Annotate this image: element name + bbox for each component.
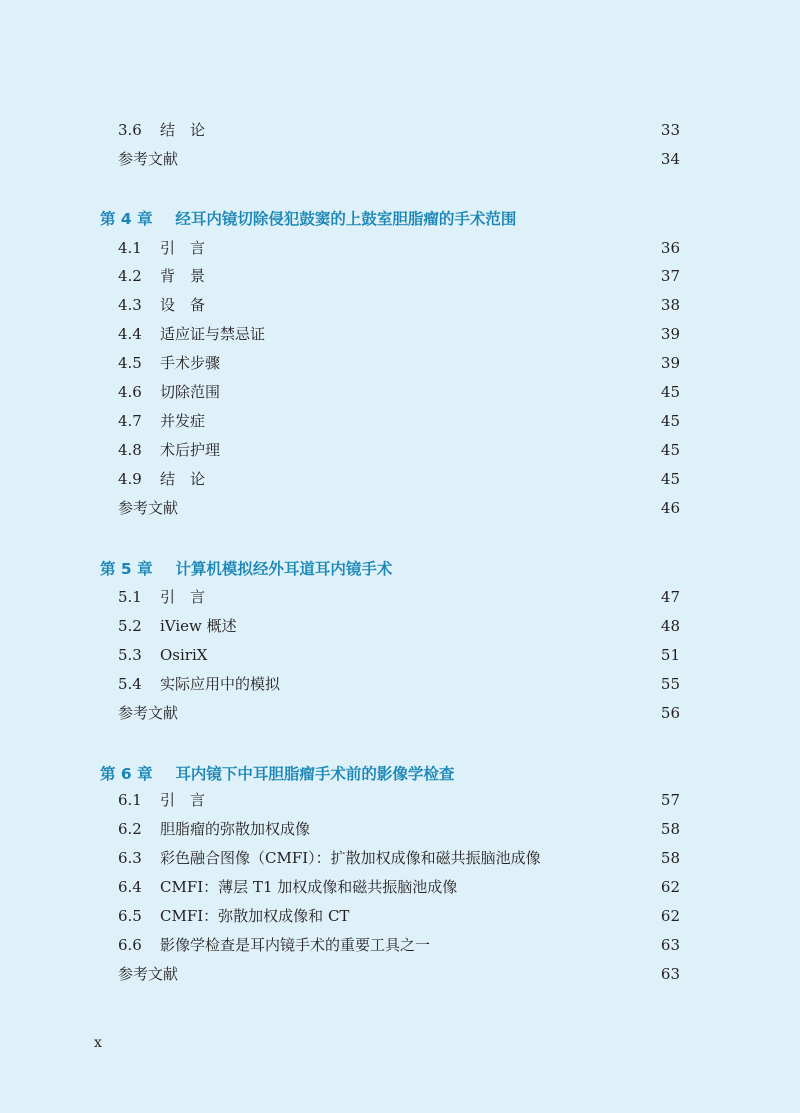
entry-title: 术后护理 bbox=[160, 441, 221, 459]
entry-page-number: 36 bbox=[660, 239, 680, 257]
chapter-5-heading[interactable] bbox=[100, 557, 392, 579]
toc-entry-5-3[interactable] bbox=[118, 641, 680, 669]
entry-title: 彩色融合图像（CMFI）：扩散加权成像和磁共振脑池成像 bbox=[160, 849, 541, 867]
entry-title: 背 景 bbox=[160, 267, 206, 285]
entry-page-number: 47 bbox=[660, 588, 680, 606]
entry-number: 3.6 bbox=[118, 121, 142, 139]
dot-leader bbox=[211, 641, 654, 669]
toc-entry-4-2[interactable] bbox=[118, 262, 680, 290]
chapter-title: 经耳内镜切除侵犯鼓窦的上鼓室胆脂瘤的手术范围 bbox=[175, 210, 517, 228]
dot-leader bbox=[209, 291, 654, 319]
entry-number: 4.1 bbox=[118, 239, 142, 257]
entry-page-number: 58 bbox=[660, 820, 680, 838]
entry-number: 4.6 bbox=[118, 383, 142, 401]
entry-number: 4.7 bbox=[118, 412, 142, 430]
entry-title: CMFI：薄层 T1 加权成像和磁共振脑池成像 bbox=[160, 878, 458, 896]
toc-entry-5-4[interactable] bbox=[118, 670, 680, 698]
dot-leader bbox=[353, 902, 654, 930]
toc-entry-5-1[interactable] bbox=[118, 583, 680, 611]
entry-title: 引 言 bbox=[160, 588, 206, 606]
entry-title: 参考文献 bbox=[118, 499, 179, 517]
chapter-number: 第 4 章 bbox=[100, 210, 153, 228]
dot-leader bbox=[209, 116, 654, 144]
toc-entry-references-ch5[interactable] bbox=[118, 699, 680, 727]
entry-title: 结 论 bbox=[160, 121, 206, 139]
entry-title: iView 概述 bbox=[160, 617, 237, 635]
dot-leader bbox=[182, 494, 654, 522]
toc-entry-3-6[interactable] bbox=[118, 116, 680, 144]
dot-leader bbox=[269, 320, 654, 348]
entry-title: 设 备 bbox=[160, 296, 206, 314]
chapter-title: 耳内镜下中耳胆脂瘤手术前的影像学检查 bbox=[175, 765, 455, 783]
entry-title: 结 论 bbox=[160, 470, 206, 488]
dot-leader bbox=[209, 407, 654, 435]
toc-entry-references-ch6[interactable] bbox=[118, 960, 680, 988]
entry-page-number: 37 bbox=[660, 267, 680, 285]
dot-leader bbox=[434, 931, 654, 959]
chapter-number: 第 5 章 bbox=[100, 560, 153, 578]
toc-entry-4-3[interactable] bbox=[118, 291, 680, 319]
dot-leader bbox=[182, 699, 654, 727]
entry-page-number: 51 bbox=[660, 646, 680, 664]
entry-page-number: 34 bbox=[660, 150, 680, 168]
entry-page-number: 39 bbox=[660, 325, 680, 343]
entry-page-number: 45 bbox=[660, 383, 680, 401]
dot-leader bbox=[182, 960, 654, 988]
entry-page-number: 57 bbox=[660, 791, 680, 809]
dot-leader bbox=[182, 145, 654, 173]
entry-page-number: 56 bbox=[660, 704, 680, 722]
entry-page-number: 58 bbox=[660, 849, 680, 867]
toc-entry-6-3[interactable] bbox=[118, 844, 680, 872]
entry-title: 参考文献 bbox=[118, 965, 179, 983]
toc-entry-references-ch4[interactable] bbox=[118, 494, 680, 522]
chapter-6-heading[interactable] bbox=[100, 762, 454, 784]
entry-page-number: 45 bbox=[660, 412, 680, 430]
entry-title: 引 言 bbox=[160, 239, 206, 257]
entry-page-number: 39 bbox=[660, 354, 680, 372]
entry-page-number: 62 bbox=[660, 907, 680, 925]
entry-title: OsiriX bbox=[160, 646, 208, 664]
entry-title: 实际应用中的模拟 bbox=[160, 675, 281, 693]
dot-leader bbox=[209, 234, 654, 262]
toc-entry-4-5[interactable] bbox=[118, 349, 680, 377]
entry-number: 6.2 bbox=[118, 820, 142, 838]
chapter-number: 第 6 章 bbox=[100, 765, 153, 783]
dot-leader bbox=[224, 349, 654, 377]
dot-leader bbox=[284, 670, 654, 698]
toc-entry-references-ch3[interactable] bbox=[118, 145, 680, 173]
entry-number: 4.5 bbox=[118, 354, 142, 372]
entry-page-number: 62 bbox=[660, 878, 680, 896]
dot-leader bbox=[314, 815, 654, 843]
toc-entry-4-4[interactable] bbox=[118, 320, 680, 348]
entry-title: 胆脂瘤的弥散加权成像 bbox=[160, 820, 311, 838]
entry-page-number: 45 bbox=[660, 441, 680, 459]
chapter-4-heading[interactable] bbox=[100, 207, 516, 229]
entry-number: 4.8 bbox=[118, 441, 142, 459]
dot-leader bbox=[209, 262, 654, 290]
toc-entry-6-6[interactable] bbox=[118, 931, 680, 959]
entry-page-number: 63 bbox=[660, 936, 680, 954]
entry-number: 4.9 bbox=[118, 470, 142, 488]
entry-number: 4.2 bbox=[118, 267, 142, 285]
entry-page-number: 45 bbox=[660, 470, 680, 488]
entry-number: 5.4 bbox=[118, 675, 142, 693]
entry-number: 6.5 bbox=[118, 907, 142, 925]
entry-page-number: 33 bbox=[660, 121, 680, 139]
dot-leader bbox=[461, 873, 654, 901]
entry-title: 影像学检查是耳内镜手术的重要工具之一 bbox=[160, 936, 431, 954]
entry-number: 6.6 bbox=[118, 936, 142, 954]
entry-page-number: 46 bbox=[660, 499, 680, 517]
dot-leader bbox=[224, 436, 654, 464]
entry-page-number: 48 bbox=[660, 617, 680, 635]
toc-entry-6-2[interactable] bbox=[118, 815, 680, 843]
entry-number: 6.1 bbox=[118, 791, 142, 809]
toc-entry-6-5[interactable] bbox=[118, 902, 680, 930]
entry-title: 手术步骤 bbox=[160, 354, 221, 372]
entry-page-number: 63 bbox=[660, 965, 680, 983]
dot-leader bbox=[545, 844, 654, 872]
toc-entry-4-9[interactable] bbox=[118, 465, 680, 493]
page-folio: x bbox=[94, 1035, 102, 1051]
toc-entry-5-2[interactable] bbox=[118, 612, 680, 640]
entry-number: 4.4 bbox=[118, 325, 142, 343]
entry-title: 切除范围 bbox=[160, 383, 221, 401]
toc-entry-4-1[interactable] bbox=[118, 234, 680, 262]
entry-number: 5.2 bbox=[118, 617, 142, 635]
chapter-title: 计算机模拟经外耳道耳内镜手术 bbox=[175, 560, 393, 578]
entry-title: 引 言 bbox=[160, 791, 206, 809]
dot-leader bbox=[224, 378, 654, 406]
dot-leader bbox=[241, 612, 654, 640]
entry-number: 6.3 bbox=[118, 849, 142, 867]
toc-entry-4-6[interactable] bbox=[118, 378, 680, 406]
dot-leader bbox=[209, 583, 654, 611]
dot-leader bbox=[209, 465, 654, 493]
entry-number: 6.4 bbox=[118, 878, 142, 896]
dot-leader bbox=[209, 786, 654, 814]
entry-number: 4.3 bbox=[118, 296, 142, 314]
entry-page-number: 55 bbox=[660, 675, 680, 693]
entry-title: 参考文献 bbox=[118, 150, 179, 168]
entry-title: 参考文献 bbox=[118, 704, 179, 722]
entry-number: 5.1 bbox=[118, 588, 142, 606]
toc-entry-6-1[interactable] bbox=[118, 786, 680, 814]
toc-entry-4-7[interactable] bbox=[118, 407, 680, 435]
entry-number: 5.3 bbox=[118, 646, 142, 664]
toc-entry-4-8[interactable] bbox=[118, 436, 680, 464]
entry-title: 并发症 bbox=[160, 412, 206, 430]
entry-title: 适应证与禁忌证 bbox=[160, 325, 266, 343]
entry-title: CMFI：弥散加权成像和 CT bbox=[160, 907, 350, 925]
entry-page-number: 38 bbox=[660, 296, 680, 314]
toc-entry-6-4[interactable] bbox=[118, 873, 680, 901]
